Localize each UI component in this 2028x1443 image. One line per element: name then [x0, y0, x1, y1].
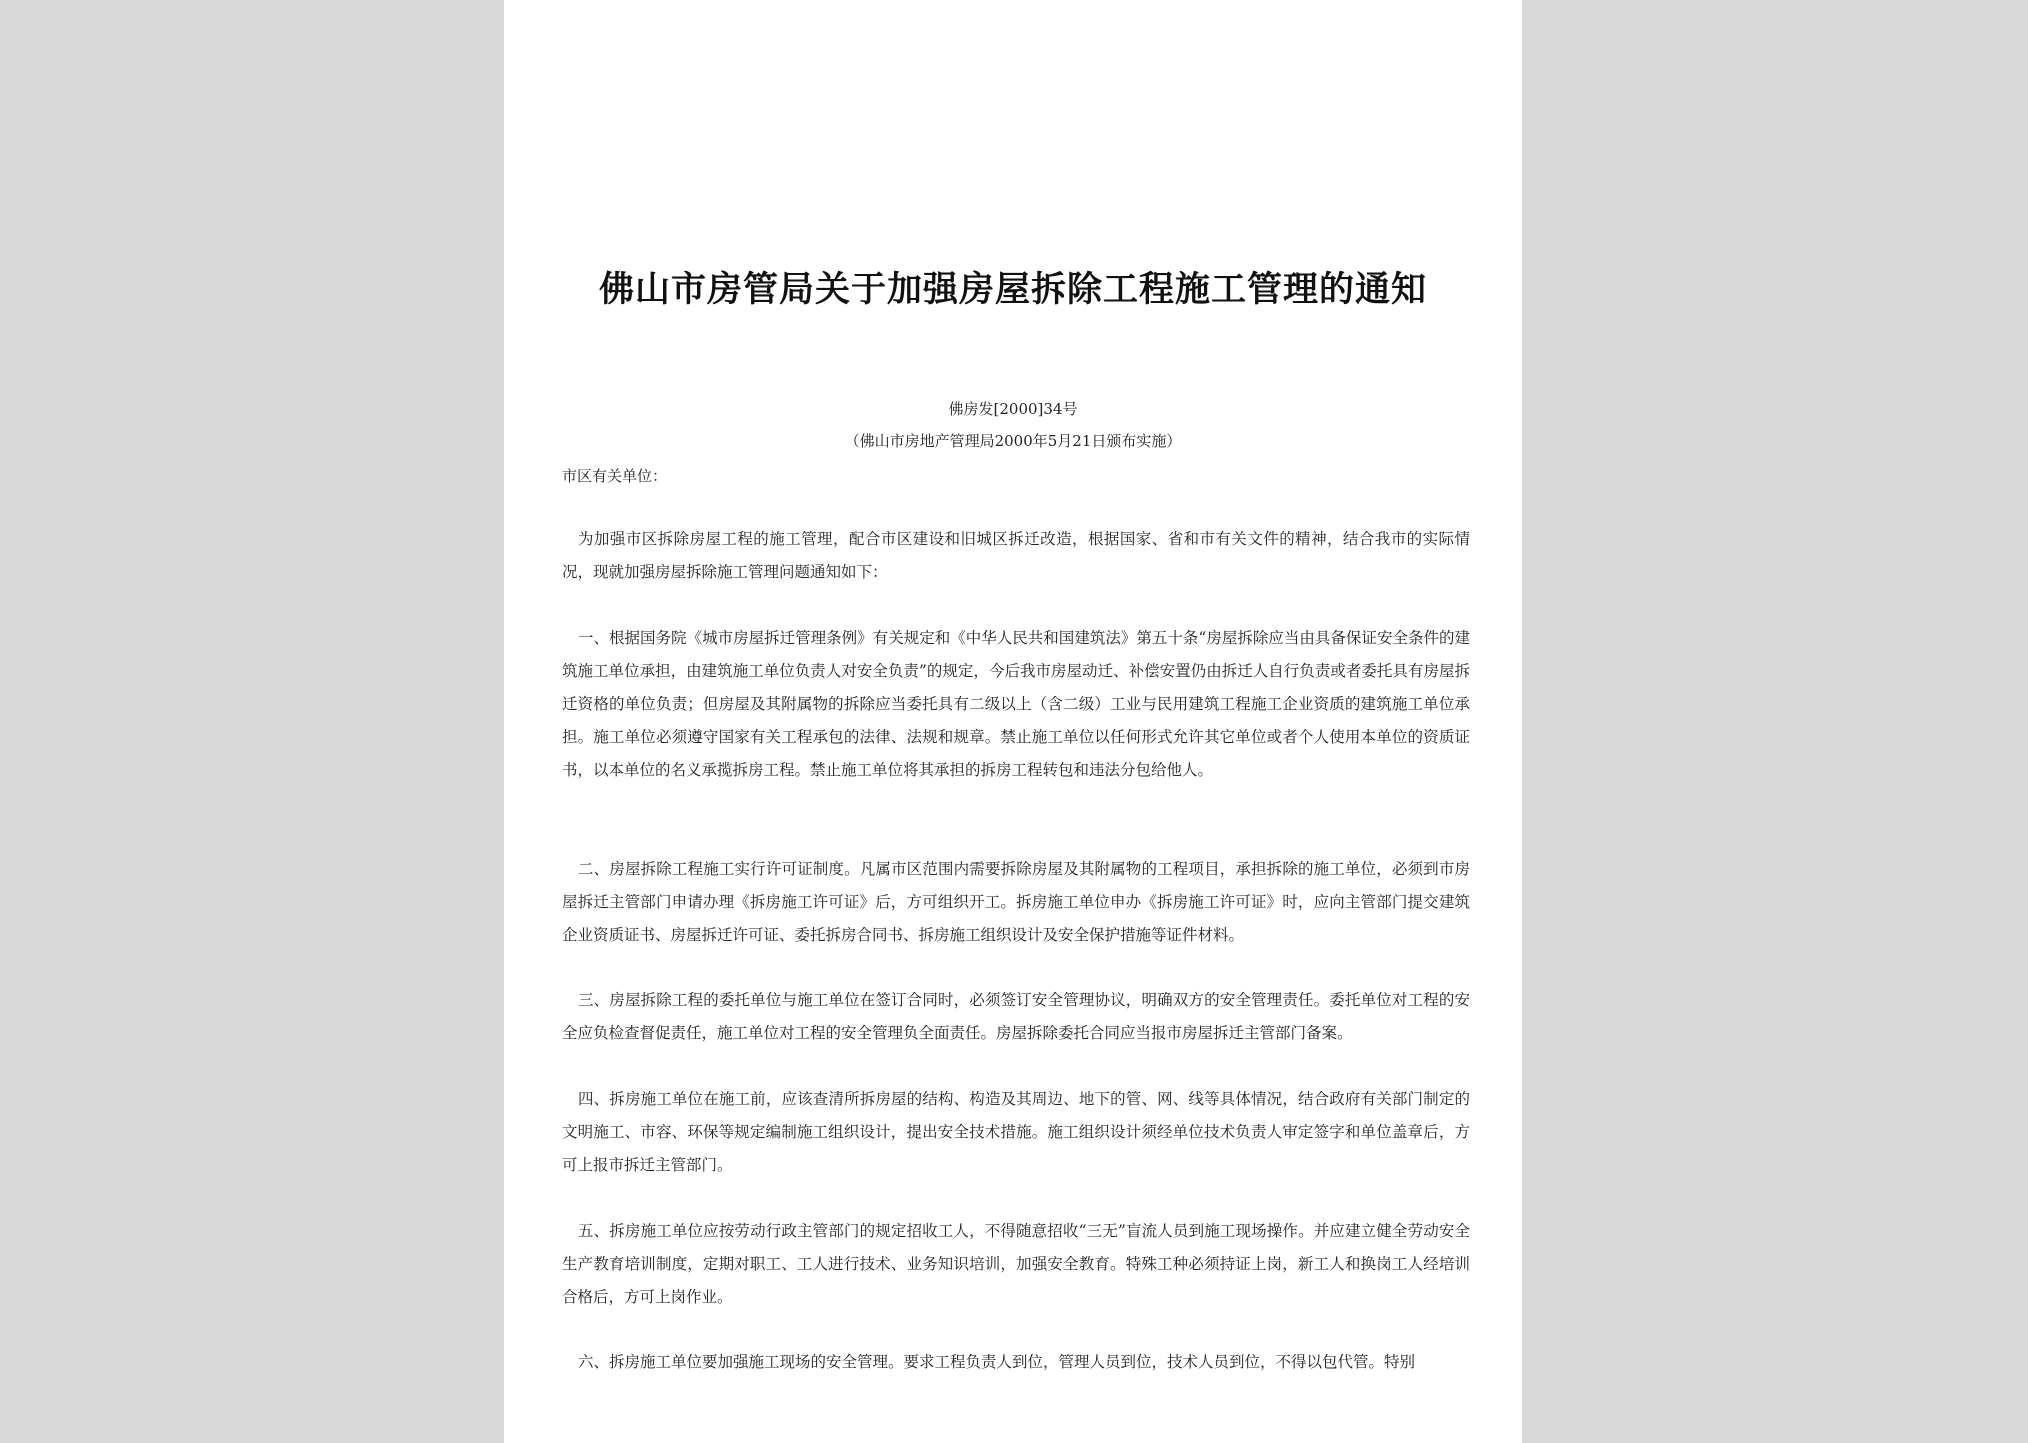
document-title: 佛山市房管局关于加强房屋拆除工程施工管理的通知	[598, 269, 1427, 310]
paragraph-2: 二、房屋拆除工程施工实行许可证制度。凡属市区范围内需要拆除房屋及其附属物的工程项目，承担拆除的施工单位，必须到市房屋拆迁主管部门申请办理《拆房施工许可证》后，方可组织开工。拆房施工单位申办《拆房施工许可证》时，应向主管部门提交建筑企业资质证书、房屋拆迁许可证、委托拆房合同书、拆房施工组织设计及安全保护措施等证件材料。	[562, 860, 1470, 944]
document-number: 佛房发[2000]34号	[948, 400, 1078, 418]
paragraph-4: 四、拆房施工单位在施工前，应该查清所拆房屋的结构、构造及其周边、地下的管、网、线等具体情况，结合政府有关部门制定的文明施工、市容、环保等规定编制施工组织设计，提出安全技术措施。施工组织设计须经单位技术负责人审定签字和单位盖章后，方可上报市拆迁主管部门。	[562, 1090, 1470, 1174]
paragraph-6: 六、拆房施工单位要加强施工现场的安全管理。要求工程负责人到位，管理人员到位，技术人员到位，不得以包代管。特别	[578, 1353, 1416, 1371]
paragraph-3: 三、房屋拆除工程的委托单位与施工单位在签订合同时，必须签订安全管理协议，明确双方的安全管理责任。委托单位对工程的安全应负检查督促责任，施工单位对工程的安全管理负全面责任。房屋拆除委托合同应当报市房屋拆迁主管部门备案。	[562, 991, 1470, 1042]
intro-paragraph: 为加强市区拆除房屋工程的施工管理，配合市区建设和旧城区拆迁改造，根据国家、省和市有关文件的精神，结合我市的实际情况，现就加强房屋拆除施工管理问题通知如下：	[562, 530, 1470, 581]
document-page	[504, 0, 1522, 1443]
addressee: 市区有关单位：	[562, 467, 668, 485]
issued-note: （佛山市房地产管理局2000年5月21日颁布实施）	[844, 432, 1182, 450]
paragraph-5: 五、拆房施工单位应按劳动行政主管部门的规定招收工人，不得随意招收“三无”盲流人员到施工现场操作。并应建立健全劳动安全生产教育培训制度，定期对职工、工人进行技术、业务知识培训，加强安全教育。特殊工种必须持证上岗，新工人和换岗工人经培训合格后，方可上岗作业。	[562, 1222, 1470, 1306]
paragraph-1: 一、根据国务院《城市房屋拆迁管理条例》有关规定和《中华人民共和国建筑法》第五十条“房屋拆除应当由具备保证安全条件的建筑施工单位承担，由建筑施工单位负责人对安全负责”的规定，今后我市房屋动迁、补偿安置仍由拆迁人自行负责或者委托具有房屋拆迁资格的单位负责；但房屋及其附属物的拆除应当委托具有二级以上（含二级）工业与民用建筑工程施工企业资质的建筑施工单位承担。施工单位必须遵守国家有关工程承包的法律、法规和规章。禁止施工单位以任何形式允许其它单位或者个人使用本单位的资质证书，以本单位的名义承揽拆房工程。禁止施工单位将其承担的拆房工程转包和违法分包给他人。	[562, 629, 1470, 779]
